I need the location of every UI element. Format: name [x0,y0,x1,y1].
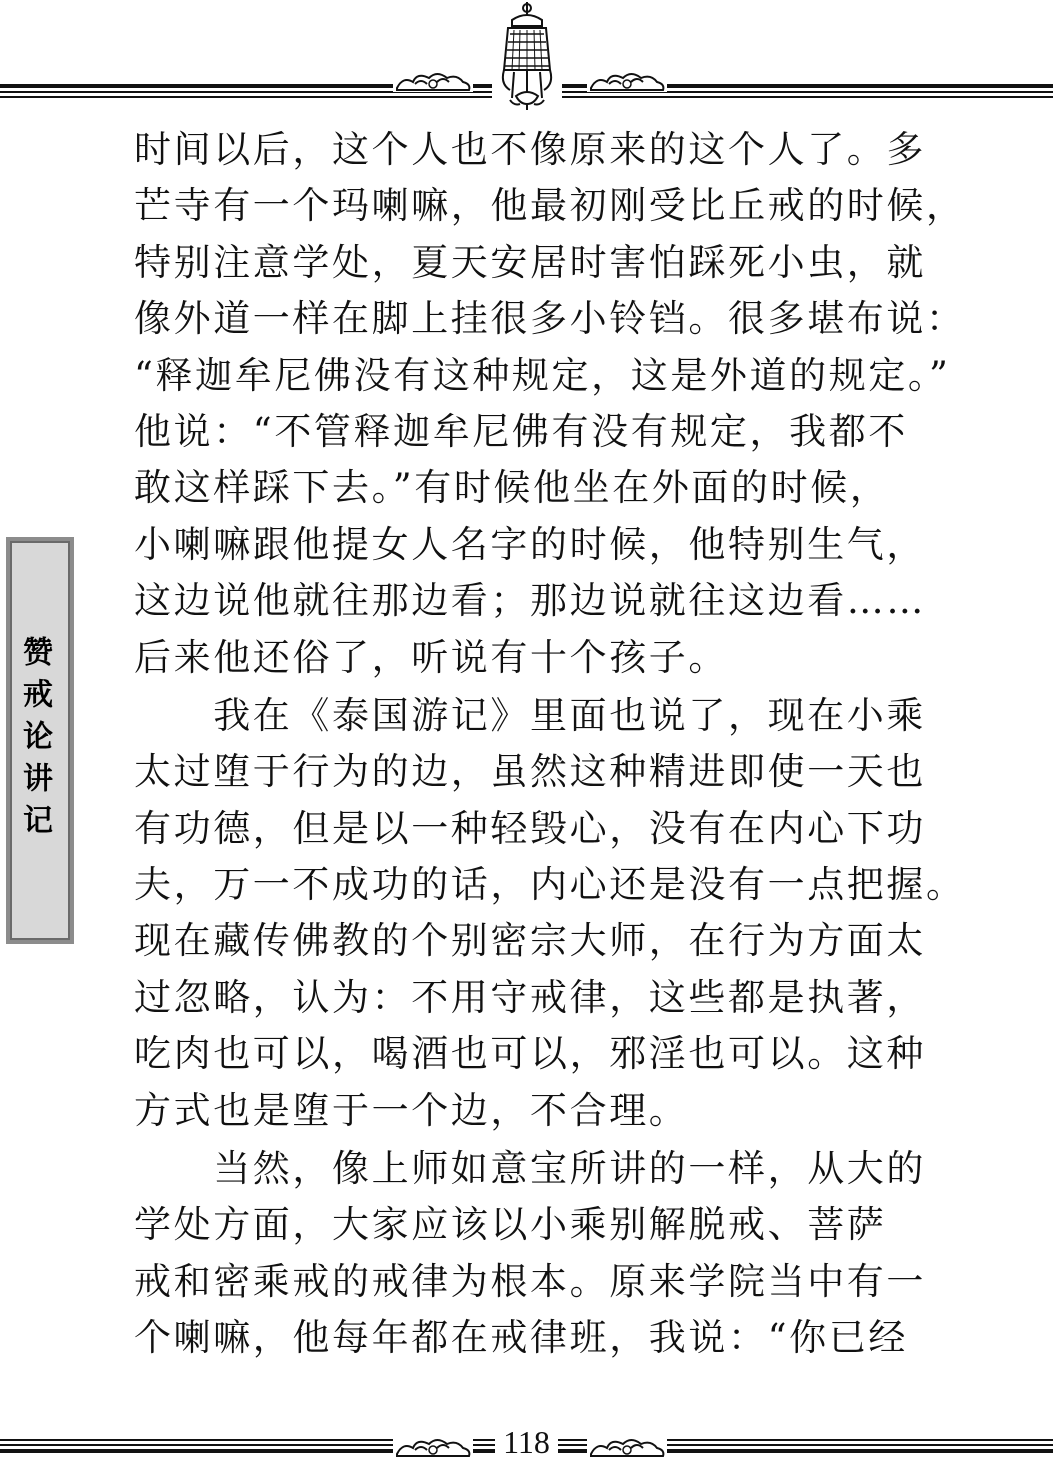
side-tab [6,537,74,944]
text-line: 个喇嘛，他每年都在戒律班，我说：“你已经 [134,1316,908,1360]
text-line: 夫，万一不成功的话，内心还是没有一点把握。 [134,863,966,907]
text-line: 像外道一样在脚上挂很多小铃铛。很多堪布说： [134,297,966,341]
auspicious-cloud-icon [393,66,473,96]
text-line: 戒和密乘戒的戒律为根本。原来学院当中有一 [134,1259,926,1303]
text-line: “释迦牟尼佛没有这种规定，这是外道的规定。” [134,353,951,397]
page-number [0,1422,1053,1462]
text-line: 学处方面，大家应该以小乘别解脱戒、菩萨 [134,1203,887,1247]
text-line: 吃肉也可以，喝酒也可以，邪淫也可以。这种 [134,1032,926,1076]
body-text [134,122,966,1367]
text-line: 敢这样踩下去。”有时候他坐在外面的时候， [134,466,890,510]
text-line: 方式也是堕于一个边，不合理。 [134,1088,689,1132]
text-line: 特别注意学处，夏天安居时害怕踩死小虫，就 [134,240,926,284]
text-line: 芒寺有一个玛喇嘛，他最初刚受比丘戒的时候， [134,184,966,228]
text-line: 这边说他就往那边看；那边说就往这边看…… [134,579,926,623]
text-line: 当然，像上师如意宝所讲的一样，从大的 [134,1147,926,1191]
text-line: 我在《泰国游记》里面也说了，现在小乘 [134,693,926,737]
text-line: 太过堕于行为的边，虽然这种精进即使一天也 [134,750,926,794]
book-title-label: 赞戒论讲记 [17,635,52,846]
text-line: 小喇嘛跟他提女人名字的时候，他特别生气， [134,522,926,566]
text-line: 过忽略，认为：不用守戒律，这些都是执著， [134,975,926,1019]
text-line: 现在藏传佛教的个别密宗大师，在行为方面太 [134,919,926,963]
text-line: 他说：“不管释迦牟尼佛有没有规定，我都不 [134,409,908,453]
side-tab-inner [10,541,70,940]
text-line: 时间以后，这个人也不像原来的这个人了。多 [134,128,926,171]
page-number-text: 118 [495,1424,558,1460]
text-line: 后来他还俗了，听说有十个孩子。 [134,635,728,679]
text-line: 有功德，但是以一种轻毁心，没有在内心下功 [134,806,926,850]
victory-banner-icon [490,0,564,112]
auspicious-cloud-icon [587,66,667,96]
